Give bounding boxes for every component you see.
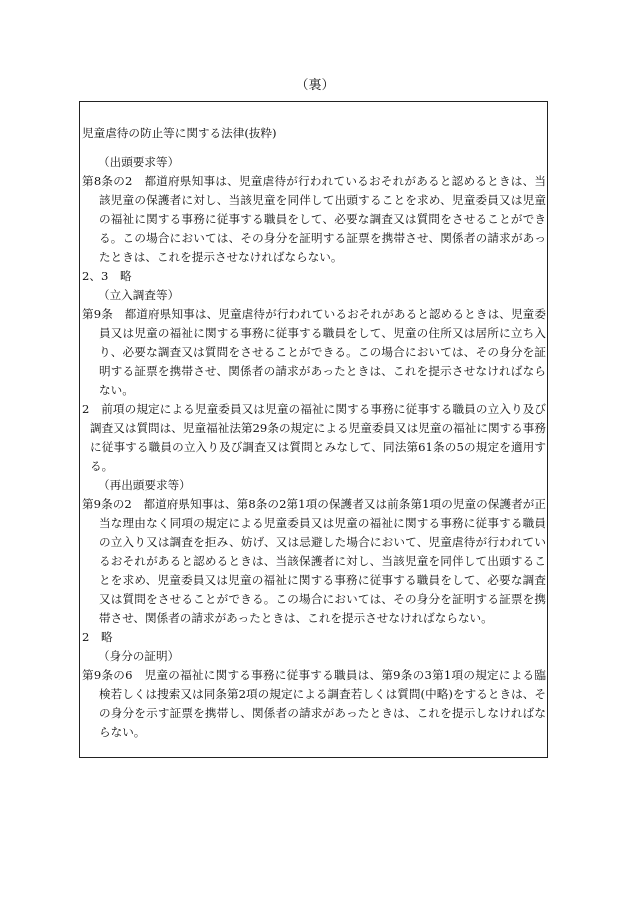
paragraph-text: 2 前項の規定による児童委員又は児童の福祉に関する事務に従事する職員の立入り及び調査又は質問は、児童福祉法第29条の規定による児童委員又は児童の福祉に関する事務に従事する職員の立入り及び調査又は質問とみなして、同法第61条の5の規定を適用する。 [82,402,546,473]
article-caption: （出頭要求等） [98,155,180,169]
article-text: 第9条の6 児童の福祉に関する事務に従事する職員は、第9条の3第1項の規定による臨検若しくは捜索又は同条第2項の規定による調査若しくは質問(中略)をするときは、その身分を示す証票を携帯し、関係者の請求があったときは、これを提示しなければならない。 [82,668,546,739]
document-title: 児童虐待の防止等に関する法律(抜粋) [82,126,277,140]
article-caption: （再出頭要求等） [98,478,191,492]
page-side-label: （裏） [295,78,335,93]
law-excerpt [82,124,546,742]
article-text: 第8条の2 都道府県知事は、児童虐待が行われているおそれがあると認めるときは、当該児童の保護者に対し、当該児童を同伴して出頭することを求め、児童委員又は児童の福祉に関する事務に従事する職員をして、必要な調査又は質問をさせることができる。この場合においては、その身分を証明する証票を携帯させ、関係者の請求があったときは、これを提示させなければならない。 [82,174,546,264]
paragraph-omitted: 2、3 略 [82,269,132,283]
paragraph-omitted: 2 略 [82,630,113,644]
article-caption: （立入調査等） [98,288,180,302]
article-text: 第9条 都道府県知事は、児童虐待が行われているおそれがあると認めるときは、児童委員又は児童の福祉に関する事務に従事する職員をして、児童の住所又は居所に立ち入り、必要な調査又は質問をさせることができる。この場合においては、その身分を証明する証票を携帯させ、関係者の請求があったときは、これを提示させなければならない。 [82,307,546,397]
article-text: 第9条の2 都道府県知事は、第8条の2第1項の保護者又は前条第1項の児童の保護者が正当な理由なく同項の規定による児童委員又は児童の福祉に関する事務に従事する職員の立入り又は調査を拒み、妨げ、又は忌避した場合において、児童虐待が行われているおそれがあると認めるときは、当該保護者に対し、当該児童を同伴して出頭することを求め、児童委員又は児童の福祉に関する事務に従事する職員をして、必要な調査又は質問をさせることができる。この場合においては、その身分を証明する証票を携帯させ、関係者の請求があったときは、これを提示させなければならない。 [82,497,546,625]
article-caption: （身分の証明） [98,649,180,663]
